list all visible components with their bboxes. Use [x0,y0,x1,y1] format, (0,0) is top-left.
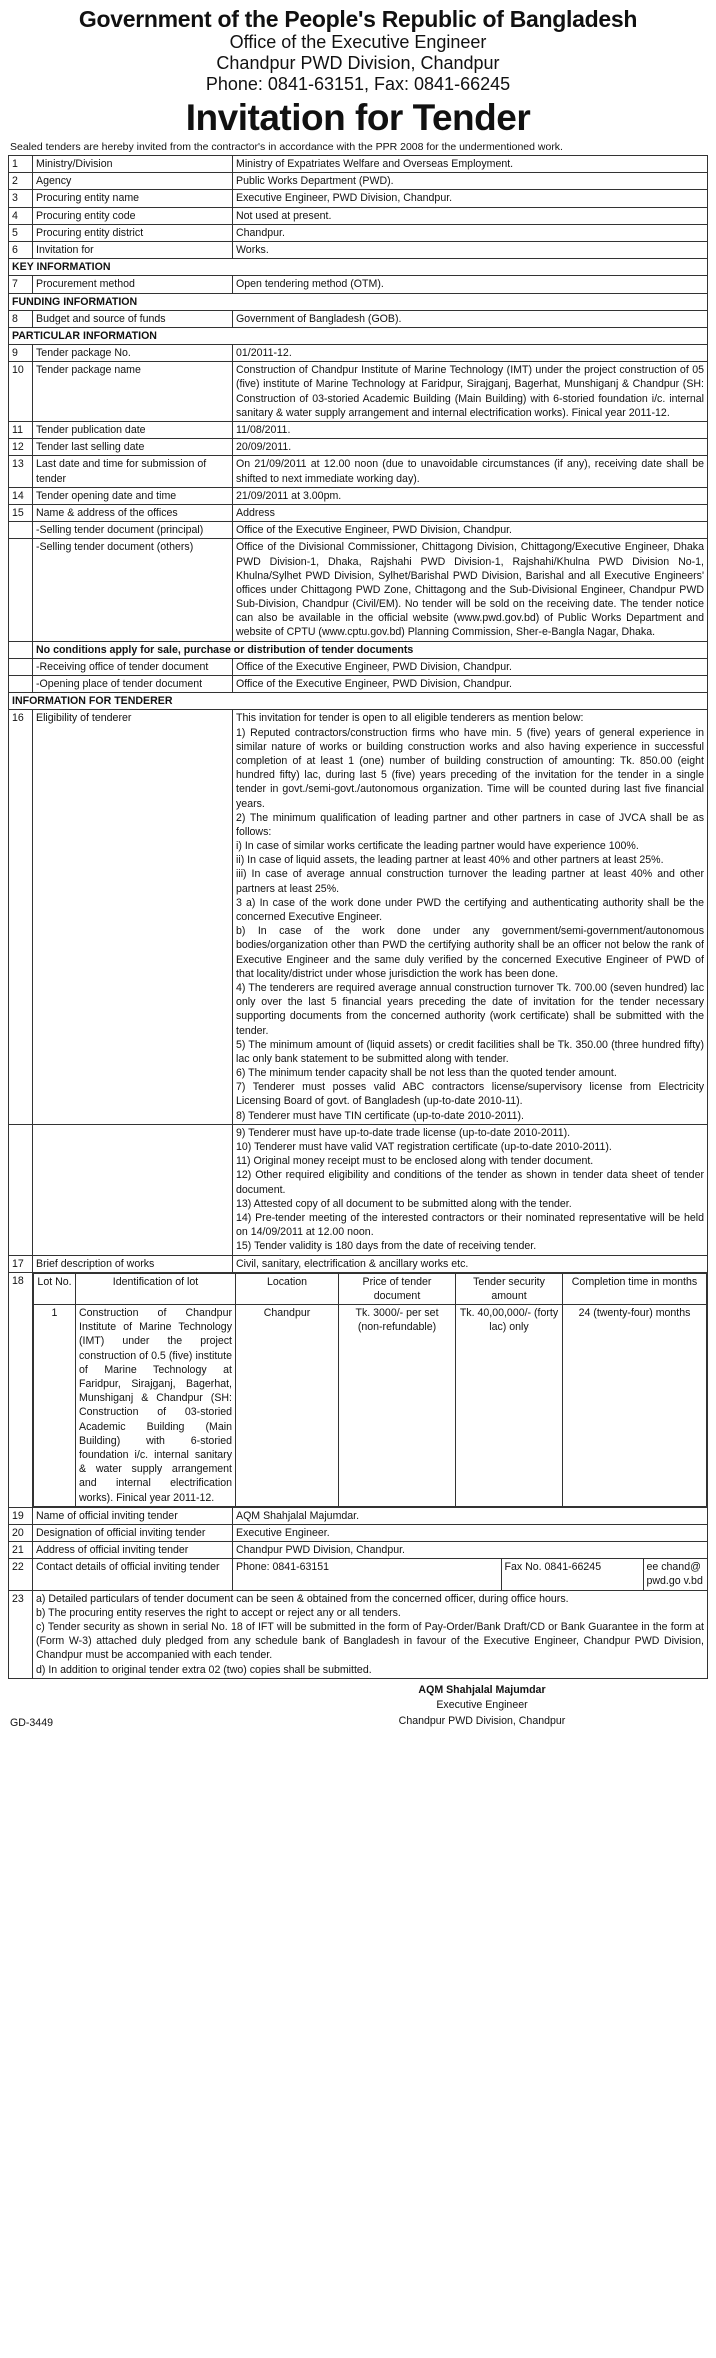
table-row: 4 Procuring entity code Not used at present. [9,207,708,224]
table-row: 13 Last date and time for submission of tender On 21/09/2011 at 12.00 noon (due to unavoidable circumstances (if any), receiving date shall be shifted to next immediate working day). [9,456,708,487]
table-row: 15 Name & address of the offices Address [9,504,708,521]
table-row: 14 Tender opening date and time 21/09/2011 at 3.00pm. [9,487,708,504]
paragraph: 5) The minimum amount of (liquid assets) or credit facilities shall be Tk. 350.00 (three hundred fifty) lac only bank statement to be submitted along with tender. [236,1038,704,1065]
lot-row: 1 Construction of Chandpur Institute of Marine Technology (IMT) under the project construction of 0.5 (five) institute of Marine Technology at Faridpur, Sirajganj, Bagerhat, Munshiganj & Chandpur (SH: Construction of 03-storied Academic Building (Main Building) with 6-storied foundation i/c. internal sanitary & water supply arrangement and internal electrification works). Finical year 2011-12. Chandpur Tk. 3000/- per set (non-refundable) Tk. 40,00,000/- (forty lac) only 24 (twenty-four) months [34,1305,707,1507]
government-title: Government of the People's Republic of Bangladesh [78,6,638,32]
paragraph: iii) In case of average annual construction turnover the leading partner at least 40% and other partners at least 25%. [236,868,704,895]
paragraph: This invitation for tender is open to all eligible tenderers as mention below: [236,712,584,725]
paragraph: 13) Attested copy of all document to be submitted along with the tender. [236,1197,572,1210]
paragraph: 12) Other required eligibility and conditions of the tender as shown in tender data sheet of tender document. [236,1169,704,1196]
table-row: 12 Tender last selling date 20/09/2011. [9,439,708,456]
gd-code: GD-3449 [10,1716,53,1729]
notice-header [8,6,708,139]
phone-fax: Phone: 0841-63151, Fax: 0841-66245 [205,73,511,94]
contact-email: ee chand@pwd.go v.bd [643,1559,707,1589]
table-row-contact: 22 Contact details of official inviting tender Phone: 0841-63151 Fax No. 0841-66245 ee chand@pwd.go v.bd [9,1559,708,1590]
paragraph: ii) In case of liquid assets, the leading partner at least 40% and other partners at least 25%. [236,854,664,867]
table-row: 7 Procurement method Open tendering method (OTM). [9,276,708,293]
table-row: 11 Tender publication date 11/08/2011. [9,422,708,439]
eligibility-text-part1 [233,710,708,1124]
notes-text [33,1590,708,1678]
contact-phone: Phone: 0841-63151 [236,1561,330,1574]
contact-fax: Fax No. 0841-66245 [501,1559,643,1589]
section-no-conditions: No conditions apply for sale, purchase or distribution of tender documents [9,641,708,658]
division-name: Chandpur PWD Division, Chandpur [216,53,500,74]
table-row: -Receiving office of tender document Office of the Executive Engineer, PWD Division, Chandpur. [9,658,708,675]
section-information-for-tenderer: INFORMATION FOR TENDERER [9,693,708,710]
paragraph: 15) Tender validity is 180 days from the date of receiving tender. [236,1240,537,1253]
table-row: 1 Ministry/Division Ministry of Expatriates Welfare and Overseas Employment. [9,156,708,173]
eligibility-text-part2 [233,1124,708,1255]
lot-table-header: Lot No. Identification of lot Location Price of tender document Tender security amount Completion time in months [34,1273,707,1304]
paragraph: 3 a) In case of the work done under PWD the certifying and authenticating authority shall be the concerned Executive Engineer. [236,896,704,924]
paragraph: 11) Original money receipt must to be enclosed along with tender document. [236,1155,594,1168]
section-particular-information: PARTICULAR INFORMATION [9,327,708,344]
tender-notice [8,0,708,1745]
contact-details [233,1559,707,1589]
table-row-notes: 23 a) Detailed particulars of tender document can be seen & obtained from the concerned officer, during office hours. b) The procuring entity reserves the right to accept or reject any or all tenders. c) Tender security as shown in serial No. 18 of IFT will be submitted in the form of Pay-Order/Bank Draft/CD or Bank Guarantee in the form at (Form W-3) attached duly pledged from any schedule bank of Bangladesh in favour of the Executive Engineer, Chandpur PWD Division, Chandpur must be accompanied with each tender. d) In addition to original tender extra 02 (two) copies shall be submitted. [9,1590,708,1678]
paragraph: i) In case of similar works certificate the leading partner would have experience 100%. [236,840,639,853]
section-key-information: KEY INFORMATION [9,259,708,276]
signatory-office: Chandpur PWD Division, Chandpur [398,1714,566,1727]
section-funding-information: FUNDING INFORMATION [9,293,708,310]
table-row: 17 Brief description of works Civil, sanitary, electrification & ancillary works etc. [9,1255,708,1272]
table-row: -Selling tender document (others) Office of the Divisional Commissioner, Chittagong Division, Chittagong/Executive Engineer, Dhaka PWD Division-1, Dhaka, Rajshahi PWD Division-1, Rajshahi/Khulna PWD Division No-1, Khulna/Sylhet PWD Division, Sylhet/Barishal PWD Division, Barishal and all Executive Engineers' offices under Chittagong PWD Zone, Chittagong and the Sub-Divisional Engineer, Chandpur PWD Sub-Division, Chandpur (Civil/EM). No tender will be sold on the receiving date. The tender notice can also be available in the official website (www.pwd.gov.bd) of Public Works Department and website of CPTU (www.cptu.gov.bd) Planning Commission, Sher-e-Bangla Nagar, Dhaka. [9,539,708,641]
table-row: 6 Invitation for Works. [9,241,708,258]
table-row: 10 Tender package name Construction of Chandpur Institute of Marine Technology (IMT) under the project construction of 05 (five) institute of Marine Technology at Faridpur, Sirajganj, Bagerhat, Munshiganj & Chandpur (SH: Construction of 03-storied Academic Building (Main Building) with 6-storied foundation i/c. internal sanitary & water supply arrangement and internal electrification works). Finical year 2011-12. [9,362,708,422]
table-row: 9 Tender package No. 01/2011-12. [9,345,708,362]
table-row: -Opening place of tender document Office of the Executive Engineer, PWD Division, Chandpur. [9,676,708,693]
paragraph: 4) The tenderers are required average annual construction turnover Tk. 700.00 (seven hundred) lac only over the last 5 financial years preceding the date of invitation for the tender necessary supporting documents from the concerned authority (work certificate) shall be submitted with the tender. [236,981,704,1037]
paragraph: 7) Tenderer must posses valid ABC contractors license/supervisory license from Electricity Licensing Board of govt. of Bangladesh (up-to-date 2010-11). [236,1081,704,1108]
table-row: 19 Name of official inviting tender AQM Shahjalal Majumdar. [9,1507,708,1524]
table-row-lot: 18 Lot No. Identification of lot Location Price of tender document Tender security amount Completion time in months 1 Construction of Chandpur Institute of Marine Technology (IMT) under the project construction of 0.5 (five) institute of Marine Technology at Faridpur, Sirajganj, Bagerhat, Munshiganj & Chandpur (SH: Construction of 03-storied Academic Building (Main Building) with 6-storied foundation i/c. internal sanitary & water supply arrangement and internal electrification works). Finical year 2011-12. Chandpur Tk. 3000/- per set (non-refundable) Tk. 40,00,000/- (forty lac) only 24 (twenty-four) months [9,1272,708,1507]
signatory-designation: Executive Engineer [436,1699,528,1712]
table-row: 5 Procuring entity district Chandpur. [9,224,708,241]
paragraph: b) In case of the work done under any government/semi-government/autonomous bodies/organization other than PWD the certifying authority shall be an officer not below the rank of Executive Engineer and the same duly verified by the concerned Executive Engineer of PWD of that locality/district under whose jurisdiction the work has been done. [236,925,704,980]
table-row: 20 Designation of official inviting tender Executive Engineer. [9,1524,708,1541]
paragraph: 1) Reputed contractors/construction firms who have min. 5 (five) years of general experience in similar nature of works or building construction works and also having experience in successful completion of at least 1 (one) number of building construction of amounting: Tk. 850.00 (eight hundred fifty) lac, during last 5 (five) years preceding of the invitation for the tender in a single tender in govt./semi-govt./autonomous organization. Time will be counted during last five financial years. [236,726,704,810]
table-row: 8 Budget and source of funds Government of Bangladesh (GOB). [9,310,708,327]
intro-text: Sealed tenders are hereby invited from the contractor's in accordance with the PPR 2008 for the undermentioned work. [10,141,563,154]
table-row: -Selling tender document (principal) Office of the Executive Engineer, PWD Division, Chandpur. [9,522,708,539]
table-row: 3 Procuring entity name Executive Engineer, PWD Division, Chandpur. [9,190,708,207]
table-row-eligibility: 16 Eligibility of tenderer This invitation for tender is open to all eligible tenderers as mention below: 1) Reputed contractors/construction firms who have min. 5 (five) years of general experience in similar nature of works or building construction works and also having experience in successful completion of at least 1 (one) number of building construction of amounting: Tk. 850.00 (eight hundred fifty) lac, during last 5 (five) years preceding of the invitation for the tender in a single tender in govt./semi-govt./autonomous organization. Time will be counted during last five financial years. 2) The minimum qualification of leading partner and other partners in case of JVCA shall be as follows: i) In case of similar works certificate the leading partner would have experience 100%. ii) In case of liquid assets, the leading partner at least 40% and other partners at least 25%. iii) In case of average annual construction turnover the leading partner at least 40% and other partners at least 25%. 3 a) In case of the work done under PWD the certifying and authenticating authority shall be the concerned Executive Engineer. b) In case of the work done under any government/semi-government/autonomous bodies/organization other than PWD the certifying authority shall be an officer not below the rank of Executive Engineer and the same duly verified by the concerned Executive Engineer of PWD of that locality/district under whose jurisdiction the work has been done. 4) The tenderers are required average annual construction turnover Tk. 700.00 (seven hundred) lac only over the last 5 financial years preceding the date of invitation for the tender necessary supporting documents from the concerned authority (work certificate) shall be submitted with the tender. 5) The minimum amount of (liquid assets) or credit facilities shall be Tk. 350.00 (three hundred fifty) lac only bank statement to be submitted along with tender. 6) The minimum tender capacity shall be not less than the quoted tender amount. 7) Tenderer must posses valid ABC contractors license/supervisory license from Electricity Licensing Board of govt. of Bangladesh (up-to-date 2010-11). 8) Tenderer must have TIN certificate (up-to-date 2010-2011). [9,710,708,1124]
paragraph: a) Detailed particulars of tender document can be seen & obtained from the concerned officer, during office hours. [36,1592,569,1605]
paragraph: 8) Tenderer must have TIN certificate (up-to-date 2010-2011). [236,1109,524,1122]
paragraph: d) In addition to original tender extra 02 (two) copies shall be submitted. [36,1663,372,1676]
tender-table [8,155,708,1679]
table-row-eligibility-cont [9,1124,708,1255]
signatory-name: AQM Shahjalal Majumdar [418,1683,546,1696]
paragraph: b) The procuring entity reserves the right to accept or reject any or all tenders. [36,1606,401,1619]
office-name: Office of the Executive Engineer [229,32,487,53]
paragraph: 6) The minimum tender capacity shall be not less than the quoted tender amount. [236,1067,617,1080]
paragraph: 9) Tenderer must have up-to-date trade license (up-to-date 2010-2011). [236,1126,571,1139]
paragraph: 10) Tenderer must have valid VAT registration certificate (up-to-date 2010-2011). [236,1141,612,1154]
paragraph: 2) The minimum qualification of leading partner and other partners in case of JVCA shall be as follows: [236,811,704,838]
notice-title: Invitation for Tender [185,96,531,138]
paragraph: c) Tender security as shown in serial No. 18 of IFT will be submitted in the form of Pay-Order/Bank Draft/CD or Bank Guarantee in the form at (Form W-3) attached duly pledged from any schedule bank of Bangladesh in favour of the Executive Engineer, Chandpur PWD Division, Chandpur must be accompanied with each tender. [36,1621,704,1662]
signature-block [362,1683,602,1729]
paragraph: 14) Pre-tender meeting of the interested contractors or their nominated representative will be held on 14/09/2011 at 12.00 noon. [236,1211,704,1239]
footer [8,1679,708,1745]
lot-table [33,1273,707,1507]
table-row: 21 Address of official inviting tender Chandpur PWD Division, Chandpur. [9,1542,708,1559]
table-row: 2 Agency Public Works Department (PWD). [9,173,708,190]
